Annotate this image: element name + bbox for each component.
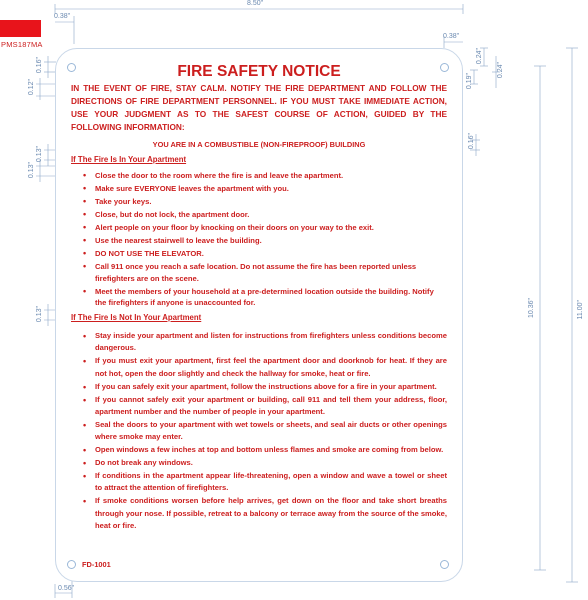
document-id: FD-1001: [82, 560, 111, 569]
dim-left-b: 0.13": [36, 146, 43, 163]
section1-list: [71, 170, 447, 310]
section1-heading: If The Fire Is In Your Apartment: [71, 155, 187, 164]
list-item: • Seal the doors to your apartment with wet towels or sheets, and seal air ducts or other openings where smoke may enter.: [71, 419, 447, 444]
list-item: • Alert people on your floor by knocking on their doors on your way to the exit.: [71, 222, 447, 234]
list-item: • If you must exit your apartment, first feel the apartment door and doorknob for heat. If they are not hot, open the door slightly and check the hallway for smoke, heat or fire.: [71, 355, 447, 380]
list-item: • If smoke conditions worsen before help arrives, get down on the floor and take short breaths through your nose. If possible, retreat to a balcony or terrace away from the source of the smoke, heat or fire.: [71, 495, 447, 532]
mounting-hole-bottom-left: [67, 560, 76, 569]
dim-left-c: 0.13": [28, 162, 35, 179]
list-item: • Close, but do not lock, the apartment door.: [71, 209, 447, 221]
dim-total-height: 11.00": [577, 300, 584, 320]
list-item: • Meet the members of your household at a pre-determined location outside the building. Notify the firefighters if anyone is unaccounted for.: [71, 286, 447, 309]
dim-total-width: 8.50": [247, 0, 264, 7]
dim-hole-offset-left: 0.38": [54, 13, 71, 20]
dim-inner-height: 10.36": [528, 298, 535, 319]
list-item: • If conditions in the apartment appear life-threatening, open a window and wave a towel or sheet to attract the attention of firefighters.: [71, 470, 447, 495]
list-item: • DO NOT USE THE ELEVATOR.: [71, 248, 447, 260]
color-swatch: [0, 20, 41, 37]
section2-heading: If The Fire Is Not In Your Apartment: [71, 313, 202, 322]
list-item: • Take your keys.: [71, 196, 447, 208]
dim-left-a: 0.12": [28, 79, 35, 96]
building-type-notice: YOU ARE IN A COMBUSTIBLE (NON-FIREPROOF) BUILDING: [152, 140, 366, 149]
mounting-hole-bottom-right: [440, 560, 449, 569]
list-item: • Close the door to the room where the fire is and leave the apartment.: [71, 170, 447, 182]
list-item: • Call 911 once you reach a safe location. Do not assume the fire has been reported unless firefighters are on the scene.: [71, 261, 447, 284]
dim-hole-offset-top: 0.16": [36, 57, 43, 74]
list-item: • If you cannot safely exit your apartment or building, call 911 and tell them your address, floor, apartment number and the number of people in your apartment.: [71, 394, 447, 419]
swatch-code: PMS187MA: [1, 40, 43, 49]
list-item: • Open windows a few inches at top and bottom unless flames and smoke are coming from below.: [71, 444, 447, 456]
dim-bottom-hole: 0.56": [58, 585, 75, 592]
dim-right-top-c: 0.19": [466, 73, 473, 90]
dim-left-d: 0.13": [36, 306, 43, 323]
intro-paragraph: IN THE EVENT OF FIRE, STAY CALM. NOTIFY THE FIRE DEPARTMENT AND FOLLOW THE DIRECTIONS OF FIRE DEPARTMENT PERSONNEL. IF YOU MUST TAKE IMMEDIATE ACTION, USE YOUR JUDGMENT AS TO THE SAFEST COURSE OF ACTION, GUIDED BY THE FOLLOWING INFORMATION:: [71, 83, 447, 133]
list-item: • Make sure EVERYONE leaves the apartment with you.: [71, 183, 447, 195]
dim-right-top-b: 0.24": [497, 62, 504, 79]
dim-right-top-a: 0.24": [476, 48, 483, 65]
dim-right-mid: 0.16": [468, 133, 475, 150]
section2-list: [71, 330, 447, 533]
list-item: • Do not break any windows.: [71, 457, 447, 469]
sign-title: FIRE SAFETY NOTICE: [177, 63, 341, 80]
list-item: • Stay inside your apartment and listen for instructions from firefighters unless conditions become dangerous.: [71, 330, 447, 355]
list-item: • If you can safely exit your apartment, follow the instructions above for a fire in your apartment.: [71, 381, 447, 393]
dim-hole-offset-right: 0.38": [443, 33, 460, 40]
list-item: • Use the nearest stairwell to leave the building.: [71, 235, 447, 247]
